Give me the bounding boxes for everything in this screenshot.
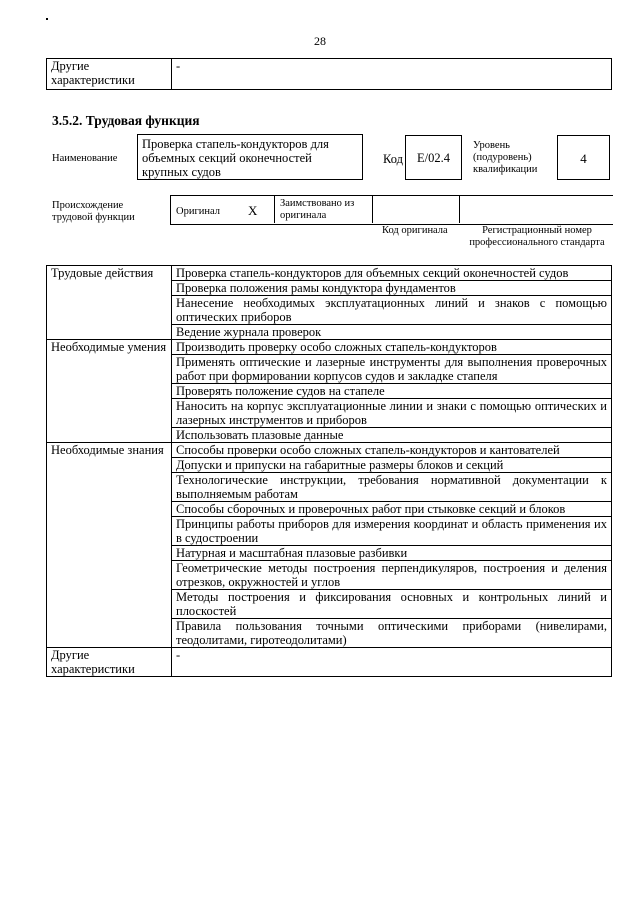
origin-divider-1: [274, 195, 275, 223]
top-other-value: -: [172, 59, 612, 90]
table-row: [47, 648, 612, 677]
original-label: Оригинал: [176, 206, 220, 217]
level-value: 4: [557, 135, 610, 180]
other-value: -: [172, 648, 612, 677]
skills-item: Применять оптические и лазерные инструменты для выполнения проверочных работ при формировании корпусов судов и закладке стапеля: [172, 355, 612, 384]
actions-item: Проверка стапель-кондукторов для объемных секций оконечностей судов: [172, 266, 612, 281]
scan-dot: [46, 18, 48, 20]
name-value: Проверка стапель-кондукторов для объемных секций оконечностей крупных судов: [137, 134, 363, 180]
skills-item: Наносить на корпус эксплуатационные линии и знаки с помощью оптических и лазерных инструментов и приборов: [172, 399, 612, 428]
actions-item: Проверка положения рамы кондуктора фундаментов: [172, 281, 612, 296]
origin-divider-2: [372, 195, 373, 223]
page-number: 28: [314, 34, 326, 48]
actions-item: Нанесение необходимых эксплуатационных линий и знаков с помощью оптических приборов: [172, 296, 612, 325]
knowledge-item: Натурная и масштабная плазовые разбивки: [172, 546, 612, 561]
skills-label: Необходимые умения: [47, 340, 172, 443]
origin-label: Происхождение трудовой функции: [52, 200, 135, 223]
section-title: 3.5.2. Трудовая функция: [52, 113, 200, 128]
knowledge-item: Принципы работы приборов для измерения координат и область применения их в судостроении: [172, 517, 612, 546]
code-original-caption: Код оригинала: [382, 225, 448, 236]
borrowed-label: Заимствовано из оригинала: [280, 198, 355, 221]
original-mark: X: [248, 203, 258, 218]
code-label: Код: [383, 152, 403, 166]
knowledge-item: Технологические инструкции, требования нормативной документации к выполняемым работам: [172, 473, 612, 502]
knowledge-item: Способы проверки особо сложных стапель-кондукторов и кантователей: [172, 443, 612, 458]
skills-item: Использовать плазовые данные: [172, 428, 612, 443]
top-other-table: [46, 58, 612, 90]
level-label: Уровень (подуровень) квалификации: [473, 140, 538, 175]
origin-divider-3: [459, 195, 460, 223]
top-other-label: Другие характеристики: [47, 59, 172, 90]
origin-box: [170, 195, 613, 225]
skills-item: Производить проверку особо сложных стапель-кондукторов: [172, 340, 612, 355]
knowledge-item: Правила пользования точными оптическими приборами (нивелирами, теодолитами, гиротеодолитами): [172, 619, 612, 648]
knowledge-label: Необходимые знания: [47, 443, 172, 648]
table-row: [47, 266, 612, 281]
knowledge-item: Геометрические методы построения перпендикуляров, построения и деления отрезков, окружностей и углов: [172, 561, 612, 590]
knowledge-item: Способы сборочных и проверочных работ при стыковке секций и блоков: [172, 502, 612, 517]
actions-item: Ведение журнала проверок: [172, 325, 612, 340]
code-value: E/02.4: [405, 135, 462, 180]
knowledge-item: Методы построения и фиксирования основных и контрольных линий и плоскостей: [172, 590, 612, 619]
knowledge-item: Допуски и припуски на габаритные размеры блоков и секций: [172, 458, 612, 473]
reg-number-caption: Регистрационный номер профессионального стандарта: [469, 225, 605, 248]
table-row: [47, 340, 612, 355]
name-label: Наименование: [52, 153, 118, 164]
labor-function-table: [46, 265, 612, 677]
skills-item: Проверять положение судов на стапеле: [172, 384, 612, 399]
actions-label: Трудовые действия: [47, 266, 172, 340]
other-label: Другие характеристики: [47, 648, 172, 677]
table-row: [47, 443, 612, 458]
